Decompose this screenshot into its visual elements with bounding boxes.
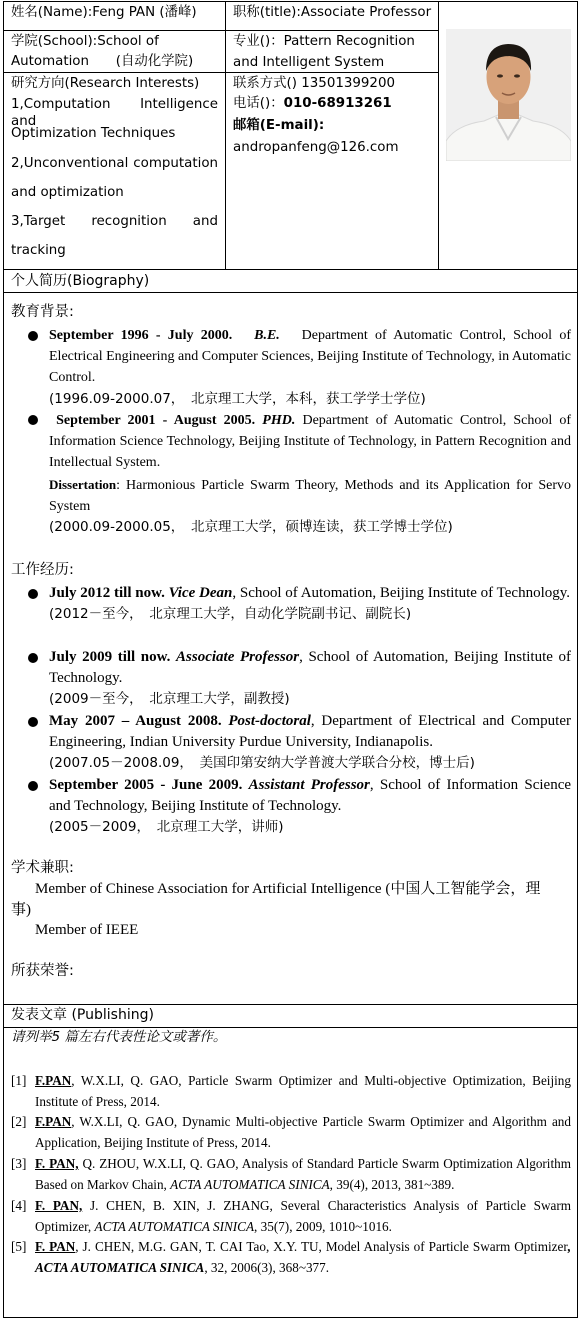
education-heading: 教育背景: [11,304,74,320]
work-date: May 2007 – August 2008. [49,713,222,729]
academic-heading: 学术兼职: [11,860,74,876]
publication-journal: ACTA AUTOMATICA SINICA [170,1177,330,1192]
phone-field [233,95,392,112]
work-date: July 2009 till now. [49,649,171,665]
publication-journal: ACTA AUTOMATICA SINICA [94,1219,255,1234]
education-degree: B.E. [254,328,280,343]
publication-number: [4] [11,1198,27,1213]
table-divider [3,1027,578,1028]
table-divider [3,72,438,73]
publication-tail: , 35(7), 2009, 1010~1016. [254,1219,392,1234]
publication-text: Q. ZHOU, W.X.LI, Q. GAO, Analysis of Standard Particle Swarm Optimization Algorithm Based on Markov Chain, [35,1156,571,1192]
dissertation-text: : Harmonious Particle Swarm Theory, Methods and its Application for Servo System [49,477,571,514]
biography-label: 个人简历(Biography) [11,273,150,289]
bullet-icon [28,415,38,425]
major-line-1: 专业()：Pattern Recognition [233,34,415,49]
work-text: , School of Automation, Beijing Institute of Technology. [232,585,571,601]
bullet-icon [28,717,38,727]
publication-number: [2] [11,1114,27,1129]
work-date: September 2005 - June 2009. [49,777,243,793]
education-cn: (1996.09-2000.07， 北京理工大学，本科，获工学学士学位) [49,390,426,407]
table-divider [438,1,439,270]
education-entry [49,325,571,410]
work-date: July 2012 till now. [49,585,165,601]
email-value: andropanfeng@126.com [233,140,399,155]
publication-text: , W.X.LI, Q. GAO, Dynamic Multi-objective Particle Swarm Optimizer and Algorithm and Application, Beijing Institute of Press, 2014. [35,1114,571,1150]
table-divider [3,1004,578,1005]
work-cn: (2009－至今， 北京理工大学，副教授) [49,691,290,708]
research-item: 3,Target recognition and [11,214,218,229]
research-item: tracking [11,243,66,258]
education-date: September 2001 - August 2005. [56,413,256,428]
work-cn: (2007.05－2008.09， 美国印第安纳大学普渡大学联合分校，博士后) [49,755,475,772]
phone-label: 电话()： [233,96,284,111]
work-entry [49,647,571,711]
education-text: Department of Automatic Control, School of Electrical Engineering and Computer Sciences, Beijing Institute of Technology, in Automatic Control. [49,328,571,386]
research-item: Optimization Techniques [11,126,176,141]
academic-line [35,879,571,900]
avatar [446,29,571,161]
school-line-2: Automation (自动化学院) [11,54,194,69]
work-entry [49,583,571,625]
education-text: Department of Automatic Control, School of Information Science Technology, Beijing Institute of Technology, in Pattern Recognition and Intellectual System. [49,413,572,471]
title-field: 职称(title):Associate Professor [233,5,432,20]
publication-author: F. PAN, [35,1198,83,1213]
publication-number: [1] [11,1073,27,1088]
phone-value: 010-68913261 [283,96,392,111]
contact-field: 联系方式() 13501399200 [233,76,395,91]
publication-author: F.PAN [35,1114,72,1129]
academic-line [11,900,111,921]
work-entry [49,711,571,775]
education-entry [49,410,571,538]
publication-text: , J. CHEN, M.G. GAN, T. CAI Tao, X.Y. TU, Model Analysis of Particle Swarm Optimizer [75,1239,568,1254]
academic-line [35,920,571,941]
table-divider [3,269,578,270]
work-cn: (2012－至今， 北京理工大学，自动化学院副书记、副院长) [49,606,412,623]
work-cn: (2005－2009， 北京理工大学，讲师) [49,819,284,836]
name-field: 姓名(Name):Feng PAN (潘峰) [11,5,197,20]
publication-journal: , ACTA AUTOMATICA SINICA [35,1239,572,1275]
work-text: , School of Automation, Beijing Institute of Technology. [49,649,572,687]
work-heading: 工作经历: [11,562,74,578]
publication-tail: , 32, 2006(3), 368~377. [204,1260,330,1275]
publishing-note: 请列举5 篇左右代表性论文或著作。 [11,1029,227,1045]
publishing-label: 发表文章 (Publishing) [11,1007,154,1023]
work-role: Associate Professor [176,649,300,665]
work-role: Assistant Professor [248,777,370,793]
research-label: 研究方向(Research Interests) [11,76,200,91]
research-item: 1,Computation Intelligence and [11,97,218,129]
publication-author: F. PAN [35,1239,76,1254]
education-degree: PHD. [262,413,296,428]
work-text: , School of Information Science and Technology, Beijing Institute of Technology. [49,777,572,815]
publication-item [35,1153,571,1195]
table-divider [225,1,226,270]
work-role: Vice Dean [168,585,233,601]
publication-tail: , 39(4), 2013, 381~389. [329,1177,455,1192]
profile-photo [446,29,571,161]
dissertation-label: Dissertation [49,476,117,492]
work-role: Post-doctoral [228,713,311,729]
school-line-1: 学院(School):School of [11,34,159,49]
honors-heading: 所获荣誉: [11,963,74,979]
publication-text: , W.X.LI, Q. GAO, Particle Swarm Optimizer and Multi-objective Optimization, Beijing Institute of Press, 2014. [35,1073,571,1109]
bullet-icon [28,653,38,663]
publication-number: [5] [11,1239,27,1254]
publication-number: [3] [11,1156,27,1171]
bullet-icon [28,331,38,341]
academic-item-cont: 事) [11,902,31,918]
table-divider [3,30,438,31]
work-entry [49,775,571,839]
table-divider [3,292,578,293]
academic-item: Member of IEEE [35,922,139,938]
email-label: 邮箱(E-mail): [233,118,325,133]
bullet-icon [28,781,38,791]
research-item: 2,Unconventional computation [11,156,218,171]
education-cn: (2000.09-2000.05， 北京理工大学，硕博连读，获工学博士学位) [49,519,453,536]
publication-item [35,1195,571,1237]
research-item: and optimization [11,185,124,200]
academic-item: Member of Chinese Association for Artificial Intelligence (中国人工智能学会，理 [35,881,541,897]
publication-item [35,1111,571,1153]
bullet-icon [28,589,38,599]
publication-text: J. CHEN, B. XIN, J. ZHANG, Several Characteristics Analysis of Particle Swarm Optimizer, [35,1198,571,1234]
publication-author: F.PAN [35,1073,72,1088]
publication-item [35,1070,571,1112]
education-date: September 1996 - July 2000. [49,328,233,343]
major-line-2: and Intelligent System [233,55,385,70]
publication-author: F. PAN, [35,1156,79,1171]
publication-item [35,1236,571,1278]
work-text: , Department of Electrical and Computer Engineering, Indian University Purdue University, Indianapolis. [49,713,571,751]
